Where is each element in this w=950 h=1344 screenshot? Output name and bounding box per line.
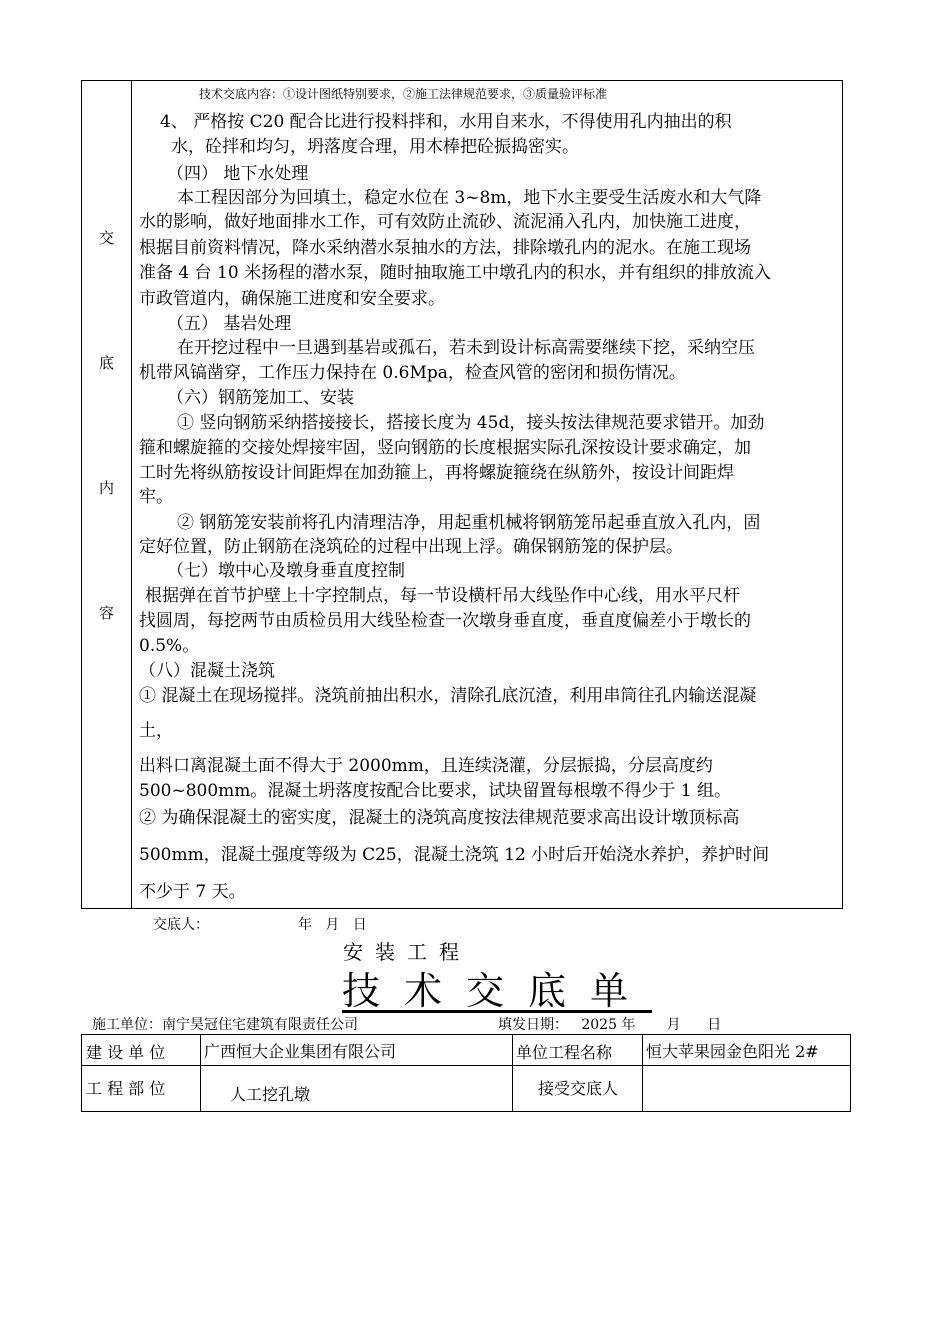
section-heading: （八）混凝土浇筑 [139,661,275,681]
label-client: 建 设 单 位 [86,1043,166,1062]
side-label-char: 内 [98,479,114,497]
value-project-part: 人工挖孔墩 [230,1085,311,1104]
content-line: 500mm，混凝土强度等级为 C25，混凝土浇筑 12 小时后开始浇水养护，养护时间 [139,845,770,865]
title-tech-disclosure: 技术交底单 [342,969,653,1013]
section-heading: （六）钢筋笼加工、安装 [167,388,354,408]
content-line: 土， [139,721,173,741]
disclosure-person-label: 交底人： [153,917,209,933]
label-project-part: 工 程 部 位 [86,1079,166,1098]
content-line: 出料口离混凝土面不得大于 2000mm，且连续浇灌，分层振捣，分层高度约 [139,756,713,776]
label-recipient: 接受交底人 [538,1079,619,1098]
content-line: 牢。 [139,487,173,507]
content-line: 0.5%。 [139,636,200,656]
side-label-column [82,81,132,908]
content-line: 500~800mm。混凝土坍落度按配合比要求，试块留置每根墩不得少于 1 组。 [139,781,732,801]
content-line: 定好位置，防止钢筋在浇筑砼的过程中出现上浮。确保钢筋笼的保护层。 [139,537,683,557]
content-line: 找圆周，每挖两节由质检员用大线坠检查一次墩身垂直度，垂直度偏差小于墩长的 [139,611,751,631]
content-line: ① 竖向钢筋采纳搭接接长，搭接长度为 45d，接头按法律规范要求错开。加劲 [177,413,765,433]
content-line: 根据弹在首节护壁上十字控制点，每一节设横杆吊大线坠作中心线，用水平尺杆 [145,586,740,606]
side-label-char: 容 [98,604,114,622]
content-line: 工时先将纵筋按设计间距焊在加劲箍上，再将螺旋箍绕在纵筋外，按设计间距焊 [139,463,734,483]
content-line: 准备 4 台 10 米扬程的潜水泵，随时抽取施工中墩孔内的积水，并有组织的排放流入 [139,263,772,283]
content-line: 根据目前资料情况，降水采纳潜水泵抽水的方法，排除墩孔内的泥水。在施工现场 [139,238,751,258]
side-label-char: 交 [98,229,114,247]
content-line: 不少于 7 天。 [139,882,246,902]
content-line: 本工程因部分为回填土，稳定水位在 3~8m，地下水主要受生活废水和大气降 [177,188,762,208]
side-label-char: 底 [98,354,114,372]
construction-unit-label: 施工单位：南宁昊冠住宅建筑有限责任公司 [92,1017,358,1033]
content-line: 4、 严格按 C20 配合比进行投料拌和，水用自来水，不得使用孔内抽出的积 [160,112,732,132]
section-heading: （五） 基岩处理 [167,314,292,334]
label-unit-project-name: 单位工程名称 [516,1043,613,1062]
section-heading: （七）墩中心及墩身垂直度控制 [167,561,405,581]
value-unit-project-name: 恒大苹果园金色阳光 2# [646,1042,819,1061]
title-install-engineering: 安装工程 [343,940,471,964]
info-table [81,1034,851,1112]
content-line: ① 混凝土在现场搅拌。浇筑前抽出积水，清除孔底沉渣，利用串筒往孔内输送混凝 [139,686,757,706]
issue-date-label: 填发日期： 2025 年 月 日 [498,1017,722,1033]
content-line: 水，砼拌和均匀，坍落度合理，用木棒把砼振捣密实。 [171,137,579,157]
section-heading: （四） 地下水处理 [167,164,309,184]
content-line: 市政管道内，确保施工进度和安全要求。 [139,289,445,309]
content-line: 在开挖过程中一旦遇到基岩或孤石，若未到设计标高需要继续下挖，采纳空压 [177,338,755,358]
content-line: ② 为确保混凝土的密实度，混凝土的浇筑高度按法律规范要求高出设计墩顶标高 [139,808,740,828]
content-line: 机带风镐凿穿，工作压力保持在 0.6Mpa，检查风管的密闭和损伤情况。 [139,363,686,383]
content-line: ② 钢筋笼安装前将孔内清理洁净，用起重机械将钢筋笼吊起垂直放入孔内，固 [177,513,761,533]
content-line: 箍和螺旋箍的交接处焊接牢固，竖向钢筋的长度根据实际孔深按设计要求确定，加 [139,438,751,458]
content-line: 水的影响，做好地面排水工作，可有效防止流砂、流泥涌入孔内，加快施工进度， [139,212,751,232]
value-client: 广西恒大企业集团有限公司 [204,1042,397,1061]
header-note: 技术交底内容：①设计图纸特别要求，②施工法律规范要求，③质量验评标准 [199,87,608,101]
disclosure-date-label: 年 月 日 [298,917,367,933]
disclosure-table [81,80,843,909]
